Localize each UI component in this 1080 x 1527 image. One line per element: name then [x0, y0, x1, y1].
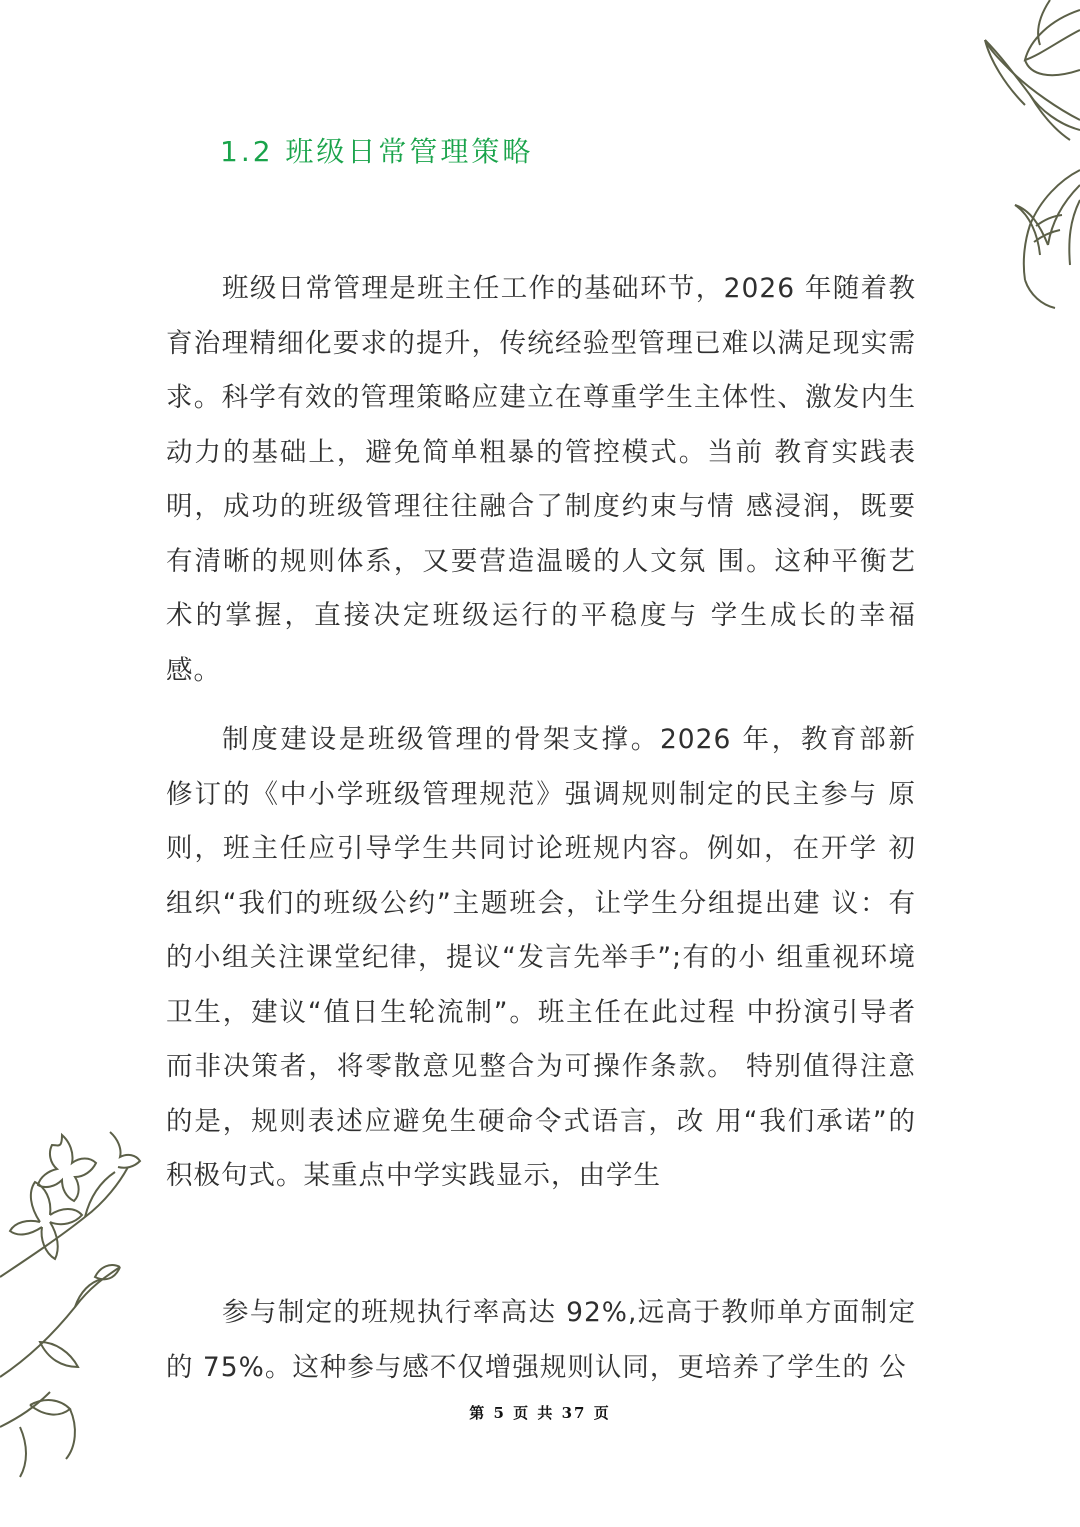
body-paragraph-2: 制度建设是班级管理的骨架支撑。2026 年，教育部新 修订的《中小学班级管理规范》强调规则制定的民主参与 原则，班主任应引导学生共同讨论班规内容。例如，在开学 初组织“我们的班级公约”主题班会，让学生分组提出建 议：有的小组关注课堂纪律，提议“发言先举手”;有的小 组重视环境卫生，建议“值日生轮流制”。班主任在此过程 中扮演引导者而非决策者，将零散意见整合为可操作条款。 特别值得注意的是，规则表述应避免生硬命令式语言，改 用“我们承诺”的积极句式。某重点中学实践显示，由学生	[166, 724, 916, 1191]
section-heading: 1.2 班级日常管理策略	[220, 135, 534, 168]
body-paragraph-1: 班级日常管理是班主任工作的基础环节，2026 年随着教育治理精细化要求的提升，传统经验型管理已难以满足现实需求。科学有效的管理策略应建立在尊重学生主体性、激发内生动力的基础上，避免简单粗暴的管控模式。当前 教育实践表明，成功的班级管理往往融合了制度约束与情 感浸润，既要有清晰的规则体系，又要营造温暖的人文氛 围。这种平衡艺术的掌握，直接决定班级运行的平稳度与 学生成长的幸福感。	[166, 273, 916, 686]
page-number-footer: 第 5 页 共 37 页	[469, 1404, 611, 1422]
lily-flower-illustration-top-right	[930, 0, 1080, 320]
body-paragraph-3: 参与制定的班规执行率高达 92%,远高于教师单方面制定的 75%。这种参与感不仅增强规则认同，更培养了学生的 公	[166, 1297, 916, 1383]
blossom-branch-illustration-bottom-left	[0, 1127, 160, 1487]
